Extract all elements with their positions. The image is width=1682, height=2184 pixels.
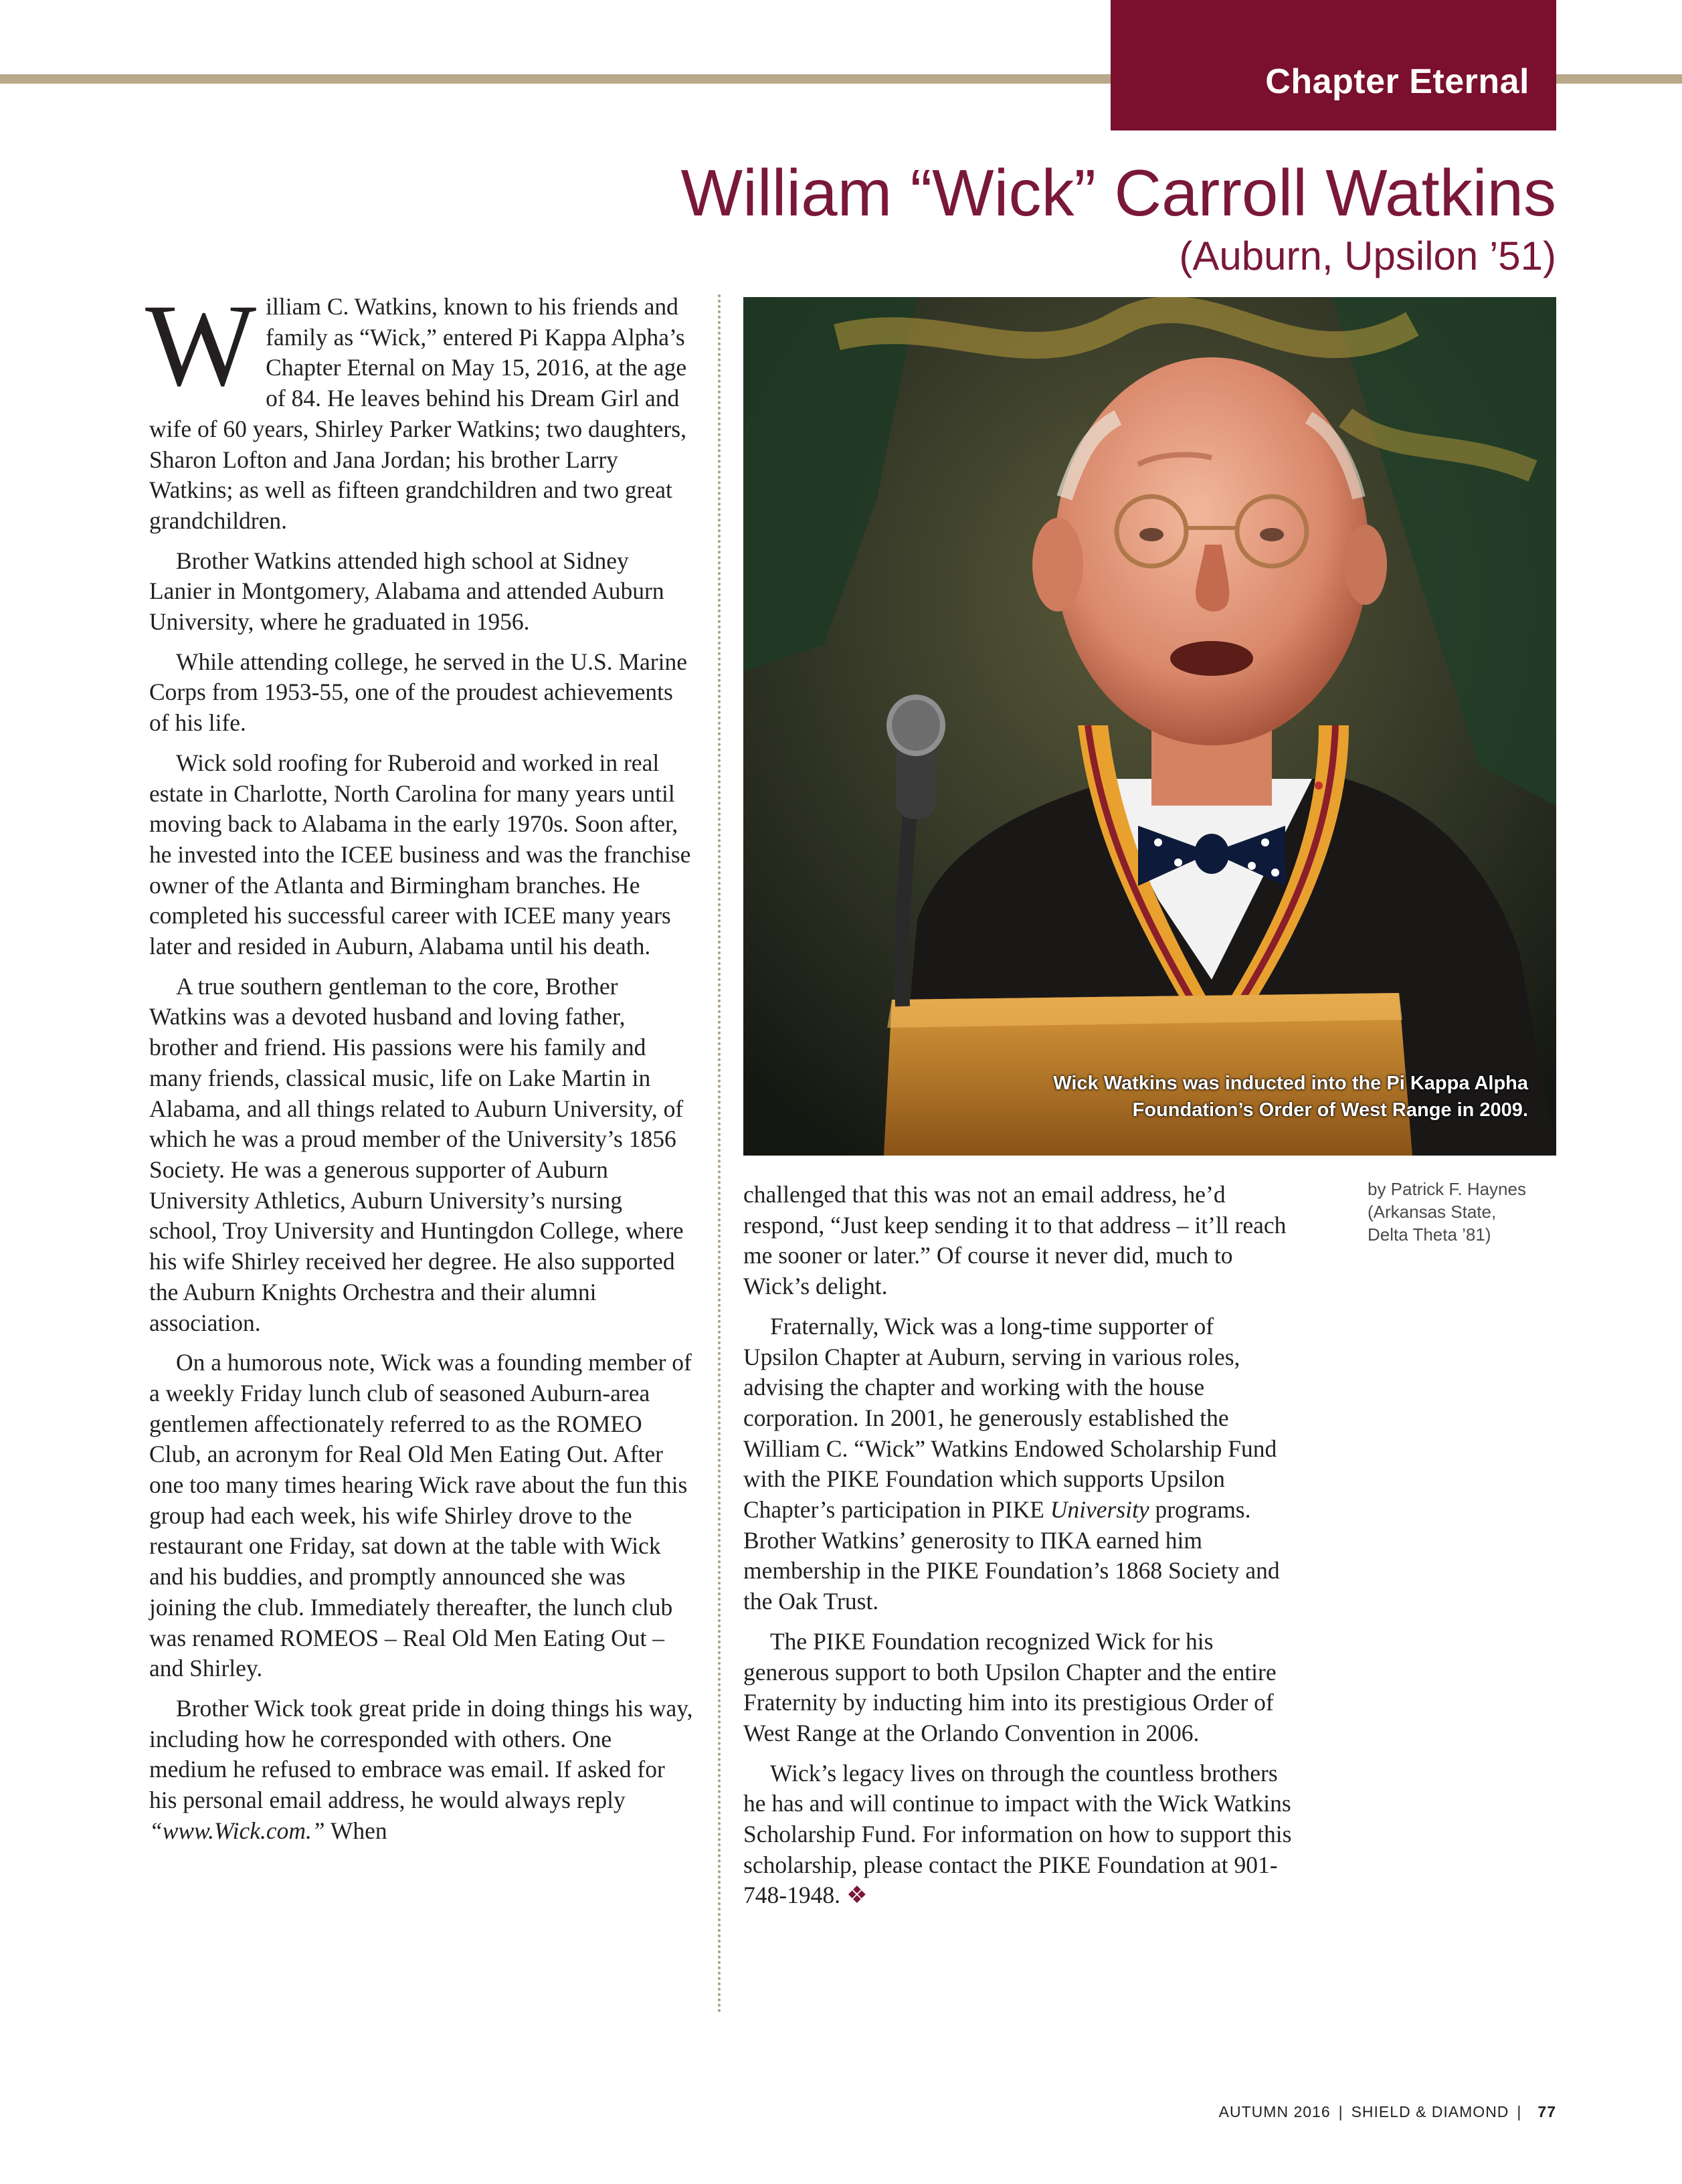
portrait-photo [743,297,1556,1156]
page-footer: AUTUMN 2016 | SHIELD & DIAMOND | 77 [1218,2103,1556,2120]
byline: by Patrick F. Haynes (Arkansas State, Delta Theta ’81) [1368,1179,1526,1245]
article-title: William “Wick” Carroll Watkins [680,156,1556,230]
paragraph: While attending college, he served in the U.S. Marine Corps from 1953-55, one of the proudest achievements of his life. [149,648,687,737]
publication-name: SHIELD & DIAMOND [1351,2103,1509,2120]
paragraph: Fraternally, Wick was a long-time supporter of Upsilon Chapter at Auburn, serving in various roles, advising the chapter and working with the house corporation. In 2001, he generously established the William C. “Wick” Watkins Endowed Scholarship Fund with the PIKE Foundation which supports Upsilon Chapter’s participation in PIKE University programs. Brother Watkins’ generosity to ΠΚΑ earned him membership in the PIKE Foundation’s 1868 Society and the Oak Trust. [743,1312,1280,1615]
paragraph: William C. Watkins, known to his friends and family as “Wick,” entered Pi Kappa Alpha’s Chapter Eternal on May 15, 2016, at the age of 84. He leaves behind his Dream Girl and wife of 60 years, Shirley Parker Watkins; two daughters, Sharon Lofton and Jana Jordan; his brother Larry Watkins; as well as fifteen grandchildren and two great grandchildren. [145,280,687,534]
speaker-illustration [743,297,1556,1156]
body-column-right [743,1180,1292,1920]
body-column-left [145,280,694,1855]
drop-cap: W [145,280,257,411]
paragraph: A true southern gentleman to the core, Brother Watkins was a devoted husband and loving father, brother and friend. His passions were his family and many friends, classical music, life on Lake Martin in Alabama, and all things related to Auburn University, of which he was a proud member of the University’s 1856 Society. He was a generous supporter of Auburn University Athletics, Auburn University’s nursing school, Troy University and Huntingdon College, where his wife Shirley received her degree. He also supported the Auburn Knights Orchestra and their alumni association. [149,972,684,1336]
article-subtitle: (Auburn, Upsilon ’51) [1179,234,1556,278]
column-divider [718,294,721,2014]
section-tab [1111,0,1556,130]
page-number: 77 [1537,2103,1556,2120]
paragraph: Brother Wick took great pride in doing things his way, including how he corresponded with others. One medium he refused to embrace was email. If asked for his personal email address, he would always reply “www.Wick.com.” When [149,1694,693,1844]
paragraph: challenged that this was not an email address, he’d respond, “Just keep sending it to that address – it’ll reach me sooner or later.” Of course it never did, much to Wick’s delight. [743,1181,1287,1300]
paragraph: Brother Watkins attended high school at Sidney Lanier in Montgomery, Alabama and attended Auburn University, where he graduated in 1956. [149,547,664,636]
paragraph: Wick’s legacy lives on through the countless brothers he has and will continue to impact with the Wick Watkins Scholarship Fund. For information on how to support this scholarship, please contact the PIKE Foundation at 901-748-1948. ❖ [743,1759,1292,1909]
issue-label: AUTUMN 2016 [1218,2103,1331,2120]
paragraph: Wick sold roofing for Ruberoid and worked in real estate in Charlotte, North Carolina for many years until moving back to Alabama in the early 1970s. Soon after, he invested into the ICEE business and was the franchise owner of the Atlanta and Birmingham branches. He completed his successful career with ICEE many years later and resided in Auburn, Alabama until his death. [149,749,691,960]
email-reply: “www.Wick.com.” [149,1817,325,1844]
section-label: Chapter Eternal [1265,62,1529,101]
paragraph: On a humorous note, Wick was a founding member of a weekly Friday lunch club of seasoned Auburn-area gentlemen affectionately referred to as the ROMEO Club, an acronym for Real Old Men Eating Out. After one too many times hearing Wick rave about the fun this group had each week, his wife Shirley drove to the restaurant one Friday, sat down at the table with Wick and his buddies, and promptly announced she was joining the club. Immediately thereafter, the lunch club was renamed ROMEOS – Real Old Men Eating Out – and Shirley. [149,1349,692,1682]
paragraph: The PIKE Foundation recognized Wick for his generous support to both Upsilon Chapter and the entire Fraternity by inducting him into its prestigious Order of West Range at the Orlando Convention in 2006. [743,1627,1277,1746]
photo-caption: Wick Watkins was inducted into the Pi Kappa Alpha Foundation’s Order of West Range in 2009. [1053,1073,1528,1121]
end-mark-icon: ❖ [846,1882,868,1909]
